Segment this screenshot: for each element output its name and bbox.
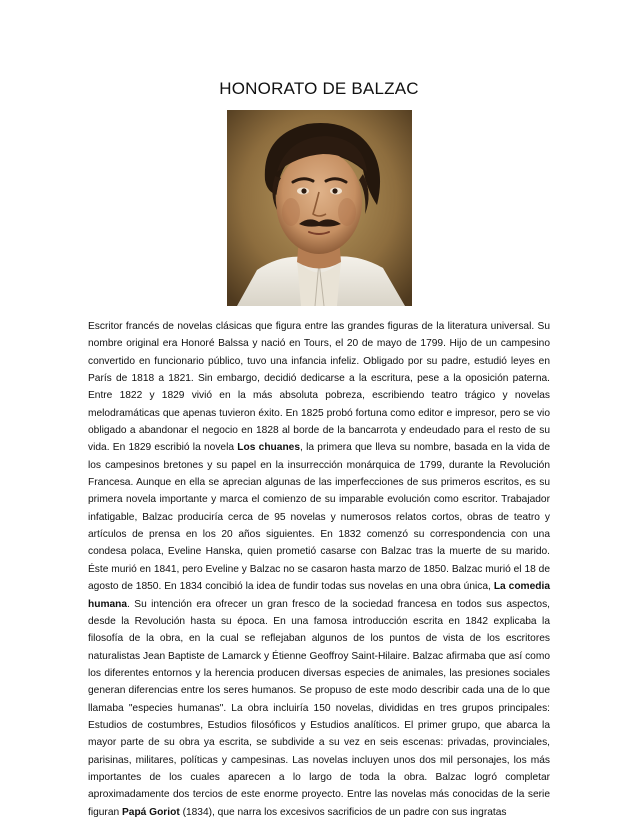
paragraph-segment: Escritor francés de novelas clásicas que figura entre las grandes figuras de la literatura universal. Su nombre original era Honoré Balssa y nació en Tours, el 20 de mayo de 1799. Hijo de un campesino convertido en funcionario público, tuvo una infancia infeliz. Obligado por su padre, estudió leyes en París de 1818 a 1821. Sin embargo, decidió dedicarse a la escritura, pese a la oposición paterna. Entre 1822 y 1829 vivió en la más absoluta pobreza, escribiendo teatro trágico y novelas melodramáticas que apenas tuvieron éxito. En 1825 probó fortuna como editor e impresor, pero se vio obligado a abandonar el negocio en 1828 al borde de la bancarrota y endeudado para el resto de su vida. En 1829 escribió la novela [88,321,550,454]
portrait-illustration [227,110,412,306]
paragraph-segment: (1834), que narra los excesivos sacrificios de un padre con sus ingratas [179,806,507,818]
page-title: HONORATO DE BALZAC [219,79,419,98]
book-title-los-chuanes: Los chuanes [237,442,301,454]
book-title-papa-goriot: Papá Goriot [121,806,180,818]
biography-paragraph [88,318,550,821]
paragraph-segment: , la primera que lleva su nombre, basada en la vida de los campesinos bretones y su papel en la insurrección monárquica de 1799, durante la Revolución Francesa. Aunque en ella se aprecian algunas de las imperfecciones de sus primeros escritos, es su primera novela importante y marca el comienzo de su imparable evolución como escritor. Trabajador infatigable, Balzac produciría cerca de 95 novelas y numerosos relatos cortos, obras de teatro y artículos de prensa en los 20 años siguientes. En 1832 comenzó su correspondencia con una condesa polaca, Eveline Hanska, quien prometió casarse con Balzac tras la muerte de su marido. Éste murió en 1841, pero Eveline y Balzac no se casaron hasta marzo de 1850. Balzac murió el 18 de agosto de 1850. En 1834 concibió la idea de fundir todas sus novelas en una obra única, [88,442,551,593]
book-title-la-comedia-humana: La comedia humana [88,581,550,610]
paragraph-segment: . Su intención era ofrecer un gran fresco de la sociedad francesa en todos sus aspectos, desde la Revolución hasta su época. En una famosa introducción escrita en 1842 explicaba la filosofía de la obra, en la cual se reflejaban algunos de los puntos de vista de los escritores naturalistas Jean Baptiste de Lamarck y Étienne Geoffroy Saint-Hilaire. Balzac afirmaba que así como los diferentes entornos y la herencia producen diversas especies de animales, las presiones sociales generan diferencias entre los seres humanos. Se propuso de este modo describir cada una de lo que llamaba "especies humanas". La obra incluiría 150 novelas, divididas en tres grupos principales: Estudios de costumbres, Estudios filosóficos y Estudios analíticos. El primer grupo, que abarca la mayor parte de su obra ya escrita, se subdivide a su vez en seis escenas: privadas, provinciales, parisinas, militares, políticas y campesinas. Las novelas incluyen unos dos mil personajes, los más importantes de los cuales aparecen a lo largo de toda la obra. Balzac logró completar aproximadamente dos tercios de este enorme proyecto. Entre las novelas más conocidas de la serie figuran [88,598,550,818]
portrait-image [227,110,412,306]
biography-text [88,318,550,821]
